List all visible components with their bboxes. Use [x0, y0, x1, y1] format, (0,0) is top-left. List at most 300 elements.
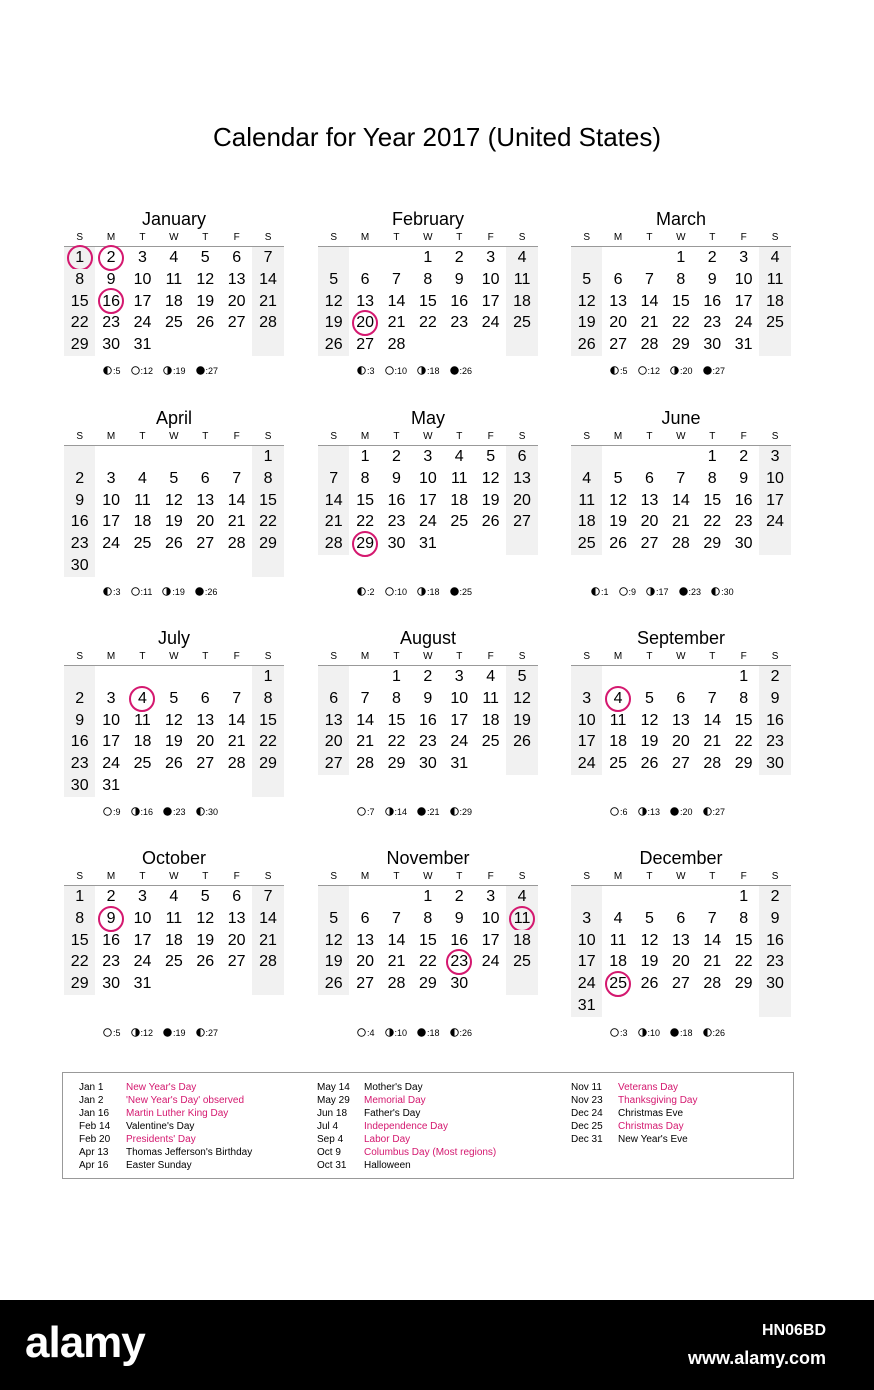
- weekday-label: M: [106, 431, 116, 442]
- weekday-label: S: [264, 651, 272, 662]
- day-cell: 30: [64, 775, 95, 797]
- moon-phase-full: :11: [131, 587, 153, 597]
- month-december: [571, 847, 791, 1017]
- day-cell: 17: [481, 931, 500, 949]
- day-cell: 18: [133, 513, 152, 531]
- empty-cell: [634, 666, 665, 688]
- weekday-label: F: [233, 871, 240, 882]
- day-cell: 7: [232, 469, 242, 487]
- holiday-name: Valentine's Day: [126, 1121, 195, 1132]
- holiday-entry: [317, 1146, 496, 1159]
- weekday-label: T: [139, 431, 146, 442]
- day-cell: 27: [227, 314, 246, 332]
- day-cell: 1: [423, 888, 433, 905]
- empty-cell: [475, 753, 506, 775]
- day-cell: 8: [360, 469, 370, 487]
- day-grid: [64, 446, 284, 577]
- moon-phase-last-quarter: :12: [131, 1028, 154, 1038]
- holiday-date: Oct 9: [317, 1147, 341, 1158]
- weekday-label: S: [264, 871, 272, 882]
- day-cell: 5: [571, 269, 602, 291]
- day-cell: 18: [506, 291, 537, 313]
- holiday-date: May 29: [317, 1095, 350, 1106]
- weekday-label: W: [169, 431, 179, 442]
- last-quarter-moon-icon: [131, 807, 140, 816]
- full-moon-icon: [103, 807, 112, 816]
- holiday-date: Jan 16: [79, 1108, 110, 1119]
- new-moon-icon: [417, 807, 426, 816]
- empty-cell: [252, 555, 283, 577]
- moon-phase-new: :27: [196, 366, 219, 376]
- weekday-label: S: [330, 431, 338, 442]
- empty-cell: [190, 446, 221, 468]
- month-name: November: [386, 848, 470, 868]
- day-cell: 19: [164, 513, 183, 531]
- day-cell: 18: [609, 953, 627, 971]
- day-cell: 4: [571, 468, 602, 490]
- day-cell: 18: [450, 491, 469, 509]
- holiday-name: Christmas Day: [618, 1121, 684, 1132]
- day-cell: 31: [102, 776, 120, 794]
- day-cell: 3: [138, 888, 147, 905]
- day-cell: 28: [252, 951, 283, 973]
- day-cell: 2: [454, 888, 464, 905]
- day-cell: 30: [418, 755, 437, 773]
- day-cell: 2: [707, 249, 717, 266]
- day-cell: 22: [418, 314, 437, 332]
- moon-phase-full: :12: [131, 366, 154, 376]
- weekday-label: T: [202, 232, 209, 243]
- day-cell: 10: [481, 270, 500, 288]
- day-cell: 2: [64, 468, 95, 490]
- holiday-date: Apr 13: [79, 1147, 109, 1158]
- day-cell: 20: [640, 513, 659, 531]
- day-cell: 5: [200, 888, 210, 905]
- day-cell: 30: [102, 975, 120, 993]
- day-cell: 7: [707, 909, 717, 927]
- day-cell: 8: [739, 909, 749, 927]
- full-moon-icon: [619, 587, 628, 596]
- holiday-date: Nov 23: [571, 1095, 603, 1106]
- day-cell: 5: [486, 448, 496, 465]
- empty-cell: [158, 775, 189, 797]
- day-cell: 19: [318, 312, 349, 334]
- day-cell: 21: [387, 953, 406, 971]
- holiday-day-cell: 29: [349, 533, 380, 555]
- month-name: September: [636, 628, 726, 648]
- moon-phase-last-quarter: :17: [646, 587, 669, 597]
- month-name: January: [141, 209, 207, 229]
- holiday-day-cell: 20: [349, 312, 380, 334]
- day-cell: 6: [506, 446, 537, 468]
- moon-phases: [357, 366, 472, 376]
- moon-phases: [103, 807, 218, 817]
- weekday-label: T: [139, 651, 146, 662]
- weekday-label: F: [487, 651, 494, 662]
- moon-phases: [103, 366, 218, 376]
- holiday-name: Mother's Day: [364, 1082, 423, 1093]
- weekday-label: W: [676, 651, 686, 662]
- last-quarter-moon-icon: [385, 1028, 394, 1037]
- weekday-label: W: [423, 871, 433, 882]
- day-cell: 23: [734, 513, 753, 531]
- moon-phase-full: :7: [357, 807, 375, 817]
- holiday-entry: [317, 1094, 496, 1107]
- weekday-label: S: [771, 232, 779, 243]
- empty-cell: [221, 555, 252, 577]
- weekday-header: [571, 429, 791, 446]
- empty-cell: [602, 666, 633, 688]
- first-quarter-moon-icon: [103, 587, 112, 596]
- holiday-name: Father's Day: [364, 1108, 421, 1119]
- moon-phase-full: :3: [610, 1028, 628, 1038]
- holiday-entry: [571, 1133, 697, 1146]
- day-cell: 23: [64, 753, 95, 775]
- weekday-label: W: [423, 651, 433, 662]
- day-cell: 25: [164, 953, 183, 971]
- weekday-label: M: [613, 431, 623, 442]
- day-cell: 20: [318, 731, 349, 753]
- holiday-date: Dec 31: [571, 1134, 603, 1145]
- day-cell: 21: [227, 513, 246, 531]
- empty-cell: [95, 446, 126, 468]
- empty-cell: [634, 995, 665, 1017]
- day-cell: 14: [227, 491, 246, 509]
- moon-phase-full: :5: [103, 1028, 121, 1038]
- weekday-label: S: [583, 431, 591, 442]
- moon-phase-first-quarter: :1: [591, 587, 609, 597]
- holiday-date: Jun 18: [317, 1108, 348, 1119]
- day-cell: 31: [571, 995, 602, 1017]
- day-cell: 15: [734, 711, 753, 729]
- empty-cell: [634, 886, 665, 908]
- day-cell: 31: [450, 755, 469, 773]
- day-cell: 8: [707, 469, 717, 487]
- day-cell: 11: [134, 711, 151, 729]
- holiday-name: Martin Luther King Day: [126, 1108, 229, 1119]
- empty-cell: [759, 533, 790, 555]
- moon-phase-full: :10: [385, 587, 408, 597]
- weekday-label: T: [646, 871, 653, 882]
- day-cell: 24: [102, 535, 120, 553]
- day-cell: 1: [252, 666, 283, 688]
- weekday-label: T: [646, 651, 653, 662]
- day-cell: 6: [676, 909, 686, 927]
- day-cell: 17: [102, 733, 120, 751]
- weekday-label: F: [740, 651, 747, 662]
- moon-phases: [610, 807, 725, 817]
- empty-cell: [665, 446, 696, 468]
- first-quarter-moon-icon: [703, 807, 712, 816]
- day-cell: 25: [164, 314, 183, 332]
- day-cell: 28: [227, 535, 246, 553]
- moon-phase-new: :18: [670, 1028, 693, 1038]
- empty-cell: [349, 247, 380, 269]
- day-cell: 17: [102, 513, 120, 531]
- day-cell: 19: [196, 931, 215, 949]
- day-cell: 14: [671, 491, 690, 509]
- day-cell: 6: [232, 888, 242, 905]
- holiday-entry: [317, 1159, 496, 1172]
- day-cell: 18: [481, 711, 500, 729]
- holiday-entry: [571, 1107, 697, 1120]
- weekday-label: T: [393, 431, 400, 442]
- day-cell: 6: [645, 469, 654, 487]
- empty-cell: [127, 555, 158, 577]
- day-cell: 30: [64, 555, 95, 577]
- day-cell: 19: [609, 513, 627, 531]
- holiday-day-cell: 23: [444, 951, 475, 973]
- empty-cell: [665, 995, 696, 1017]
- day-cell: 27: [356, 975, 374, 993]
- day-cell: 22: [252, 511, 283, 533]
- day-cell: 15: [64, 291, 95, 313]
- day-cell: 1: [423, 249, 433, 266]
- day-cell: 3: [571, 688, 602, 710]
- day-cell: 6: [200, 689, 210, 707]
- day-cell: 25: [571, 533, 602, 555]
- weekday-header: [64, 429, 284, 446]
- day-cell: 6: [200, 469, 210, 487]
- day-cell: 29: [387, 755, 406, 773]
- empty-cell: [349, 666, 380, 688]
- day-cell: 27: [227, 953, 246, 971]
- day-cell: 11: [506, 269, 537, 291]
- day-cell: 14: [703, 711, 722, 729]
- day-cell: 24: [481, 953, 500, 971]
- day-cell: 13: [318, 710, 349, 732]
- moon-phase-last-quarter: :19: [162, 587, 185, 597]
- day-cell: 16: [418, 711, 437, 729]
- weekday-label: M: [613, 651, 623, 662]
- day-cell: 20: [671, 953, 690, 971]
- day-cell: 15: [734, 931, 753, 949]
- new-moon-icon: [196, 366, 205, 375]
- holiday-day-cell: 4: [602, 688, 633, 710]
- empty-cell: [95, 666, 126, 688]
- day-cell: 23: [418, 733, 437, 751]
- day-cell: 29: [252, 533, 283, 555]
- day-cell: 1: [392, 668, 401, 685]
- first-quarter-moon-icon: [103, 366, 112, 375]
- day-cell: 29: [64, 334, 95, 356]
- weekday-header: [64, 649, 284, 666]
- empty-cell: [571, 446, 602, 468]
- empty-cell: [759, 995, 790, 1017]
- day-cell: 16: [734, 491, 753, 509]
- moon-phase-last-quarter: :19: [163, 366, 186, 376]
- weekday-label: T: [393, 651, 400, 662]
- day-cell: 28: [356, 755, 374, 773]
- day-cell: 6: [676, 689, 686, 707]
- day-cell: 15: [252, 490, 283, 512]
- day-cell: 31: [418, 535, 437, 553]
- day-cell: 9: [454, 270, 464, 288]
- day-cell: 8: [64, 908, 95, 930]
- day-cell: 5: [318, 908, 349, 930]
- moon-phase-new: :23: [679, 587, 702, 597]
- empty-cell: [190, 555, 221, 577]
- holiday-date: Feb 14: [79, 1121, 111, 1132]
- day-cell: 7: [360, 689, 370, 707]
- new-moon-icon: [163, 807, 172, 816]
- day-cell: 1: [707, 448, 717, 465]
- empty-cell: [221, 775, 252, 797]
- full-moon-icon: [385, 366, 394, 375]
- day-cell: 27: [506, 511, 537, 533]
- day-cell: 20: [671, 733, 690, 751]
- holiday-column: [317, 1081, 496, 1172]
- day-cell: 19: [318, 951, 349, 973]
- weekday-header: [64, 869, 284, 886]
- empty-cell: [190, 666, 221, 688]
- holiday-entry: [79, 1159, 252, 1172]
- weekday-label: M: [106, 871, 116, 882]
- day-cell: 7: [252, 886, 283, 908]
- day-cell: 8: [676, 270, 686, 288]
- weekday-label: S: [771, 431, 779, 442]
- last-quarter-moon-icon: [646, 587, 655, 596]
- day-cell: 11: [165, 909, 183, 927]
- weekday-label: T: [709, 871, 716, 882]
- day-cell: 14: [356, 711, 374, 729]
- day-cell: 29: [252, 753, 283, 775]
- day-cell: 21: [703, 733, 722, 751]
- day-cell: 15: [356, 491, 374, 509]
- day-cell: 16: [64, 731, 95, 753]
- empty-cell: [95, 555, 126, 577]
- day-cell: 7: [318, 468, 349, 490]
- month-april: [64, 407, 284, 577]
- holiday-entry: [317, 1107, 496, 1120]
- full-moon-icon: [638, 366, 647, 375]
- month-name: April: [155, 408, 192, 428]
- day-cell: 26: [506, 731, 537, 753]
- first-quarter-moon-icon: [711, 587, 720, 596]
- moon-phase-first-quarter: :29: [450, 807, 473, 817]
- day-cell: 5: [645, 689, 654, 707]
- month-name: July: [157, 628, 190, 648]
- holiday-day-cell: 9: [95, 908, 126, 930]
- month-name: June: [661, 408, 701, 428]
- moon-phase-last-quarter: :16: [131, 807, 154, 817]
- day-cell: 4: [506, 247, 537, 269]
- weekday-label: T: [202, 651, 209, 662]
- day-cell: 10: [571, 710, 602, 732]
- day-cell: 20: [609, 314, 627, 332]
- day-cell: 6: [360, 909, 370, 927]
- day-cell: 12: [506, 688, 537, 710]
- weekday-label: T: [709, 232, 716, 243]
- day-cell: 1: [360, 448, 370, 465]
- day-cell: 28: [387, 336, 406, 354]
- day-cell: 15: [671, 292, 690, 310]
- day-cell: 29: [734, 975, 753, 993]
- day-cell: 26: [318, 973, 349, 995]
- empty-cell: [697, 995, 728, 1017]
- full-moon-icon: [357, 807, 366, 816]
- day-cell: 19: [640, 733, 659, 751]
- day-cell: 13: [356, 292, 374, 310]
- day-cell: 27: [671, 755, 690, 773]
- moon-phases: [610, 366, 725, 376]
- weekday-header: [571, 649, 791, 666]
- holiday-date: Oct 31: [317, 1160, 347, 1171]
- weekday-label: M: [360, 232, 370, 243]
- weekday-label: M: [613, 871, 623, 882]
- day-grid: [318, 446, 538, 555]
- moon-phase-new: :18: [417, 1028, 440, 1038]
- moon-phase-last-quarter: :10: [638, 1028, 661, 1038]
- day-cell: 21: [227, 733, 246, 751]
- empty-cell: [252, 775, 283, 797]
- day-grid: [64, 886, 284, 995]
- day-cell: 9: [739, 469, 749, 487]
- day-cell: 31: [133, 975, 152, 993]
- day-cell: 12: [318, 930, 349, 952]
- weekday-label: S: [518, 431, 526, 442]
- empty-cell: [64, 666, 95, 688]
- day-cell: 31: [734, 336, 753, 354]
- day-cell: 4: [486, 668, 496, 685]
- day-cell: 15: [418, 931, 437, 949]
- day-cell: 20: [196, 733, 215, 751]
- new-moon-icon: [670, 1028, 679, 1037]
- empty-cell: [158, 666, 189, 688]
- holiday-name: New Year's Eve: [618, 1134, 688, 1145]
- weekday-label: T: [456, 871, 463, 882]
- day-cell: 4: [454, 448, 464, 465]
- day-cell: 21: [318, 511, 349, 533]
- day-cell: 9: [64, 490, 95, 512]
- day-cell: 29: [64, 973, 95, 995]
- day-cell: 28: [387, 975, 406, 993]
- empty-cell: [381, 247, 412, 269]
- day-cell: 18: [506, 930, 537, 952]
- moon-phase-full: :10: [385, 366, 408, 376]
- day-cell: 28: [252, 312, 283, 334]
- day-cell: 24: [734, 314, 753, 332]
- weekday-header: [64, 230, 284, 247]
- weekday-label: S: [330, 651, 338, 662]
- moon-phases: [610, 1028, 725, 1038]
- empty-cell: [602, 446, 633, 468]
- moon-phase-first-quarter: :3: [103, 587, 121, 597]
- empty-cell: [506, 533, 537, 555]
- moon-phase-first-quarter: :30: [196, 807, 219, 817]
- moon-phase-new: :26: [195, 587, 218, 597]
- empty-cell: [571, 666, 602, 688]
- holiday-name: Easter Sunday: [126, 1160, 192, 1171]
- day-cell: 17: [571, 731, 602, 753]
- day-cell: 27: [318, 753, 349, 775]
- empty-cell: [221, 446, 252, 468]
- moon-phase-last-quarter: :18: [417, 587, 440, 597]
- day-cell: 16: [64, 511, 95, 533]
- month-name: October: [141, 848, 207, 868]
- day-cell: 25: [133, 535, 152, 553]
- holiday-name: Christmas Eve: [618, 1108, 684, 1119]
- last-quarter-moon-icon: [638, 807, 647, 816]
- day-cell: 22: [671, 314, 690, 332]
- empty-cell: [444, 334, 475, 356]
- day-cell: 24: [450, 733, 469, 751]
- empty-cell: [318, 666, 349, 688]
- day-cell: 26: [640, 755, 659, 773]
- day-cell: 17: [450, 711, 469, 729]
- day-cell: 27: [196, 535, 215, 553]
- holiday-name: Labor Day: [364, 1134, 411, 1145]
